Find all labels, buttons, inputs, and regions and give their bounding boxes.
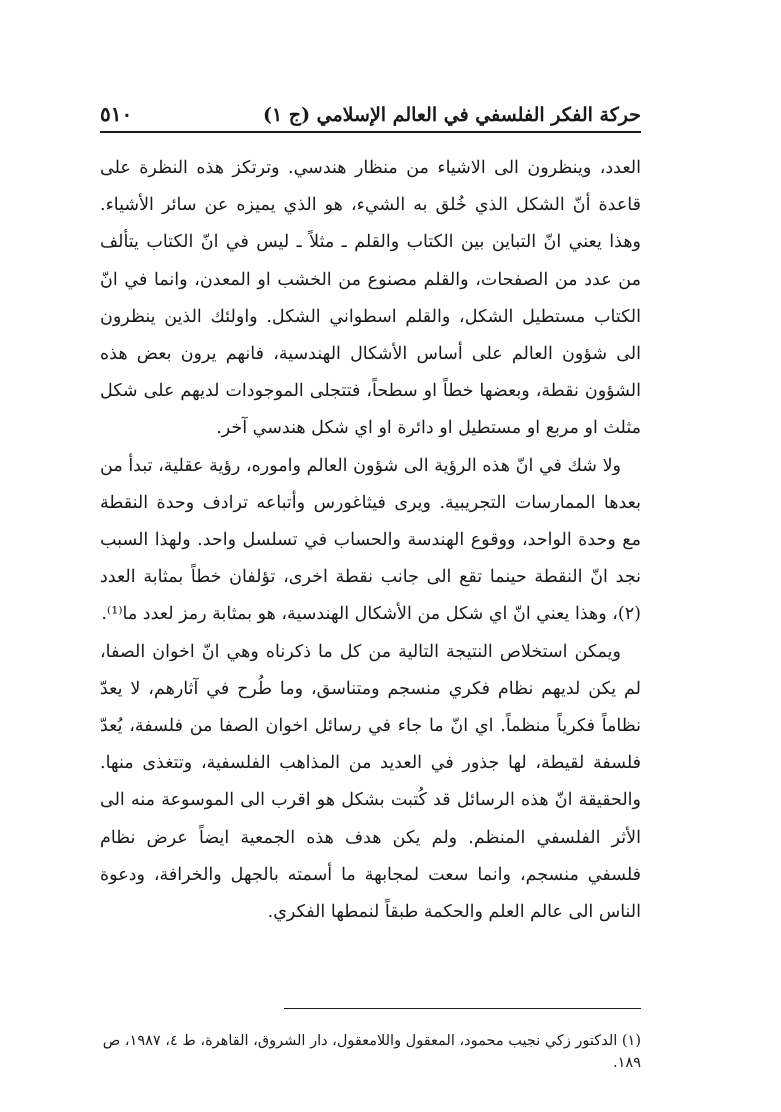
header-rule bbox=[100, 131, 641, 133]
footnote: (١) الدكتور زكي نجيب محمود، المعقول واللامعقول، دار الشروق، القاهرة، ط ٤، ١٩٨٧، ص ١٨٩. bbox=[102, 1033, 641, 1071]
paragraph-3: ويمكن استخلاص النتيجة التالية من كل ما ذكرناه وهي انّ اخوان الصفا، لم يكن لديهم نظام فكري منسجم ومتناسق، وما طُرح في آثارهم، لا يعدّ نظاماً فكرياً منظماً. اي انّ ما جاء في رسائل اخوان الصفا من فلسفة، يُعدّ فلسفة لقيطة، لها جذور في العديد من المذاهب الفلسفية، وتتغذى منها. والحقيقة انّ هذه الرسائل قد كُتبت بشكل هو اقرب الى الموسوعة منه الى الأثر الفلسفي المنظم. ولم يكن هدف هذه الجمعية ايضاً عرض نظام فلسفي منسجم، وانما سعت لمجابهة ما أسمته بالجهل والخرافة، ودعوة الناس الى عالم العلم والحكمة طبقاً لنمطها الفكري. bbox=[100, 641, 641, 923]
paragraph-1: العدد، وينظرون الى الاشياء من منظار هندسي. وترتكز هذه النظرة على قاعدة أنّ الشكل الذي خُلق به الشيء، هو الذي يميزه عن سائر الأشياء. وهذا يعني انّ التباين بين الكتاب والقلم ـ مثلاً ـ ليس في انّ الكتاب يتألف من عدد من الصفحات، والقلم مصنوع من الخشب او المعدن، وانما في انّ الكتاب مستطيل الشكل، والقلم اسطواني الشكل. واولئك الذين ينظرون الى شؤون العالم على أساس الأشكال الهندسية، فانهم يرون بعض هذه الشؤون نقطة، وبعضها خطاً او سطحاً، فتتجلى الموجودات لديهم على شكل مثلث او مربع او مستطيل او دائرة او اي شكل هندسي آخر. bbox=[100, 158, 641, 439]
running-title: حركة الفكر الفلسفي في العالم الإسلامي (ج ١) bbox=[262, 104, 641, 126]
footnote-rule bbox=[284, 1008, 641, 1009]
paragraph-2: ولا شك في انّ هذه الرؤية الى شؤون العالم واموره، رؤية عقلية، تبدأ من بعدها الممارسات التجريبية. ويرى فيثاغورس وأتباعه ترادف وحدة النقطة مع وحدة الواحد، ووقوع الهندسة والحساب في تسلسل واحد. ولهذا السبب نجد انّ النقطة حينما تقع الى جانب نقطة اخرى، تؤلفان خطاً بمثابة العدد (٢)، وهذا يعني انّ اي شكل من الأشكال الهندسية، هو بمثابة رمز لعدد ما⁽¹⁾. bbox=[100, 455, 641, 625]
body-text bbox=[100, 150, 641, 931]
page-number: ٥١٠ bbox=[100, 102, 133, 126]
page-header bbox=[100, 96, 641, 126]
